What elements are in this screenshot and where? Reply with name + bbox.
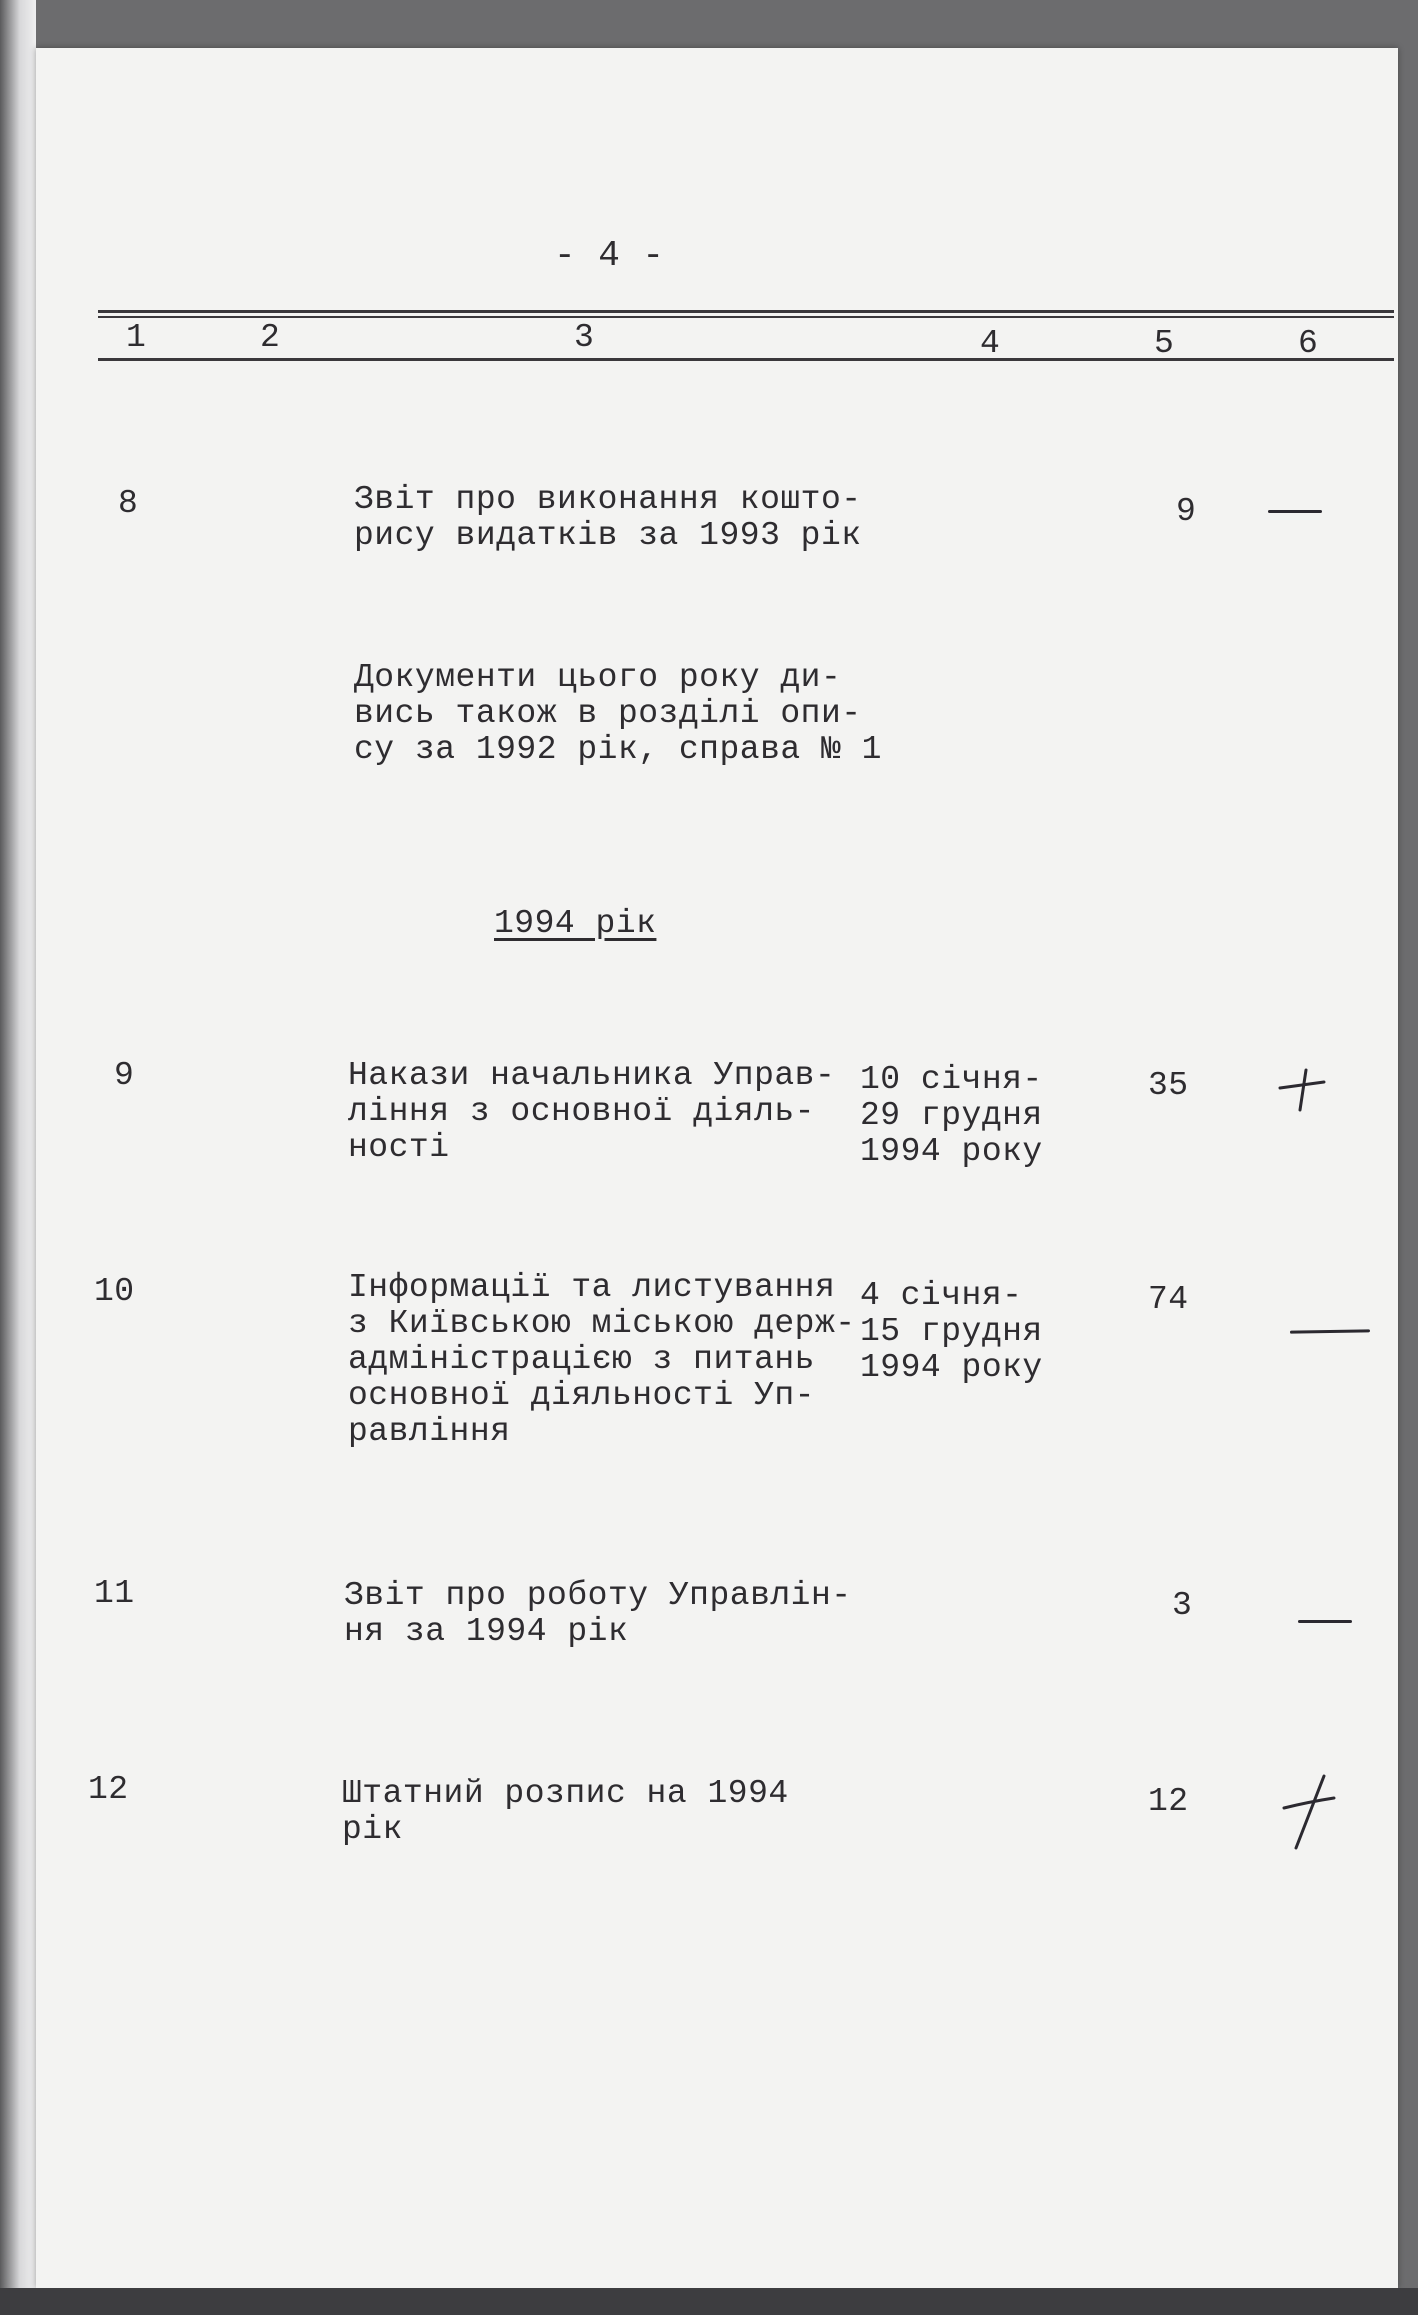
entry-sheets: 74 [1148,1281,1189,1318]
column-header-1: 1 [126,319,147,356]
column-header-2: 2 [260,319,281,356]
entry-date-line: 29 грудня [860,1097,1043,1134]
column-header-3: 3 [574,319,595,356]
entry-number: 9 [114,1057,135,1094]
plus-mark-icon [1278,1768,1342,1854]
section-heading: 1994 рік [494,905,657,942]
entry-title-line: ління з основної діяль- [348,1093,815,1130]
entry-sheets: 3 [1172,1587,1193,1624]
note-line: Документи цього року ди- [354,659,842,696]
entry-title-line: з Київською міською держ- [348,1305,856,1342]
scanner-bed-edge [0,2288,1418,2315]
entry-title-line: основної діяльності Уп- [348,1377,815,1414]
entry-number: 10 [94,1273,135,1310]
entry-number: 8 [118,485,139,522]
entry-title-line: Штатний розпис на 1994 [342,1775,789,1812]
binding-spine [0,0,36,2315]
bleed-through-text [94,848,867,880]
entry-number: 11 [94,1575,135,1612]
entry-title-line: ня за 1994 рік [344,1613,629,1650]
entry-title-line: рік [342,1811,403,1848]
entry-number: 12 [88,1771,129,1808]
entry-mark-dash [1290,1329,1370,1333]
entry-title-line: адміністрацією з питань [348,1341,815,1378]
column-header-6: 6 [1298,325,1319,362]
document-page [36,48,1398,2288]
entry-title-line: Інформації та листування [348,1269,836,1306]
entry-date-line: 15 грудня [860,1313,1043,1350]
page-number: - 4 - [554,235,665,276]
entry-title-line: Накази начальника Управ- [348,1057,836,1094]
entry-date-line: 1994 року [860,1349,1043,1386]
note-line: су за 1992 рік, справа № 1 [354,731,882,768]
column-header-5: 5 [1154,325,1175,362]
entry-sheets: 9 [1176,493,1197,530]
entry-title-line: Звіт про роботу Управлін- [344,1577,852,1614]
entry-date-line: 1994 року [860,1133,1043,1170]
entry-sheets: 12 [1148,1783,1189,1820]
entry-title-line: равління [348,1413,511,1450]
entry-sheets: 35 [1148,1067,1189,1104]
entry-date-line: 10 січня- [860,1061,1043,1098]
plus-mark-icon [1272,1060,1332,1116]
entry-date-line: 4 січня- [860,1277,1023,1314]
entry-mark-dash [1298,1620,1352,1623]
header-top-rule [98,310,1394,313]
entry-title-line: рису видатків за 1993 рік [354,517,862,554]
header-bottom-rule [98,358,1394,361]
header-top-rule-double [98,316,1394,318]
entry-mark-dash [1268,510,1322,513]
entry-title-line: ності [348,1129,450,1166]
column-header-4: 4 [980,325,1001,362]
note-line: вись також в розділі опи- [354,695,862,732]
entry-title-line: Звіт про виконання кошто- [354,481,862,518]
